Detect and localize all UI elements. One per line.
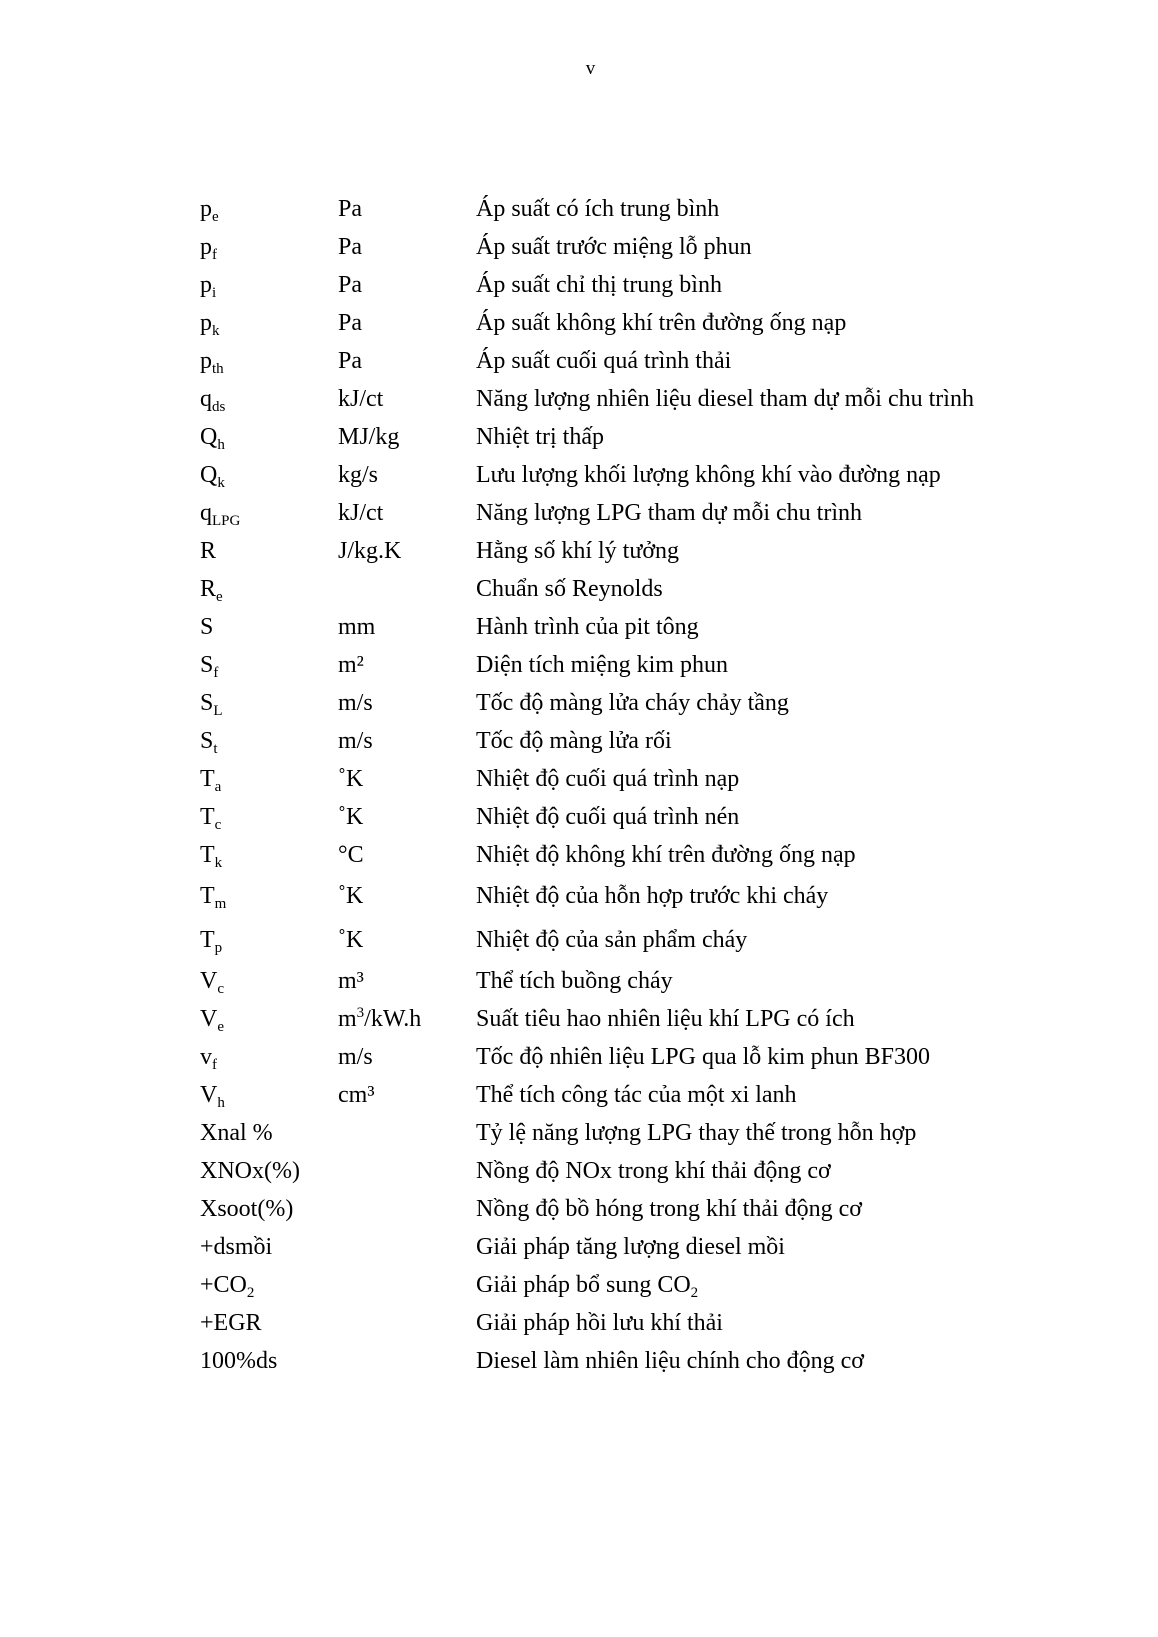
- unit-text: m³: [338, 968, 364, 994]
- symbol-row: [200, 190, 1100, 228]
- symbol-base: q: [200, 500, 212, 526]
- description: [476, 1304, 1100, 1342]
- unit-text: m/s: [338, 1044, 373, 1070]
- description-text: Áp suất có ích trung bình: [476, 196, 720, 222]
- unit: [338, 646, 476, 684]
- symbol-base: +EGR: [200, 1310, 262, 1336]
- description-text: Diesel làm nhiên liệu chính cho động cơ: [476, 1348, 864, 1374]
- unit-text: mm: [338, 614, 376, 640]
- symbol-base: R: [200, 576, 217, 602]
- symbol-subscript: th: [212, 361, 224, 377]
- symbol-base: T: [200, 927, 215, 953]
- symbol-row: [200, 608, 1100, 646]
- symbol-base: q: [200, 386, 212, 412]
- symbol: [200, 1000, 338, 1038]
- symbol-subscript: a: [214, 779, 222, 795]
- symbol-base: p: [200, 310, 212, 336]
- symbol-row: [200, 962, 1100, 1000]
- unit: [338, 760, 476, 798]
- page-number: v: [585, 58, 596, 79]
- symbol-subscript: h: [217, 437, 225, 453]
- description: [476, 266, 1100, 304]
- unit: [338, 494, 476, 532]
- symbol-row: [200, 760, 1100, 798]
- symbol-row: [200, 1304, 1100, 1342]
- symbol: [200, 1266, 338, 1304]
- description: [476, 1190, 1100, 1228]
- symbol-base: S: [200, 690, 214, 716]
- symbol-subscript: 2: [246, 1285, 255, 1301]
- symbol: [200, 494, 338, 532]
- unit-text: kJ/ct: [338, 500, 384, 526]
- symbol: [200, 1190, 338, 1228]
- symbol: [200, 304, 338, 342]
- description: [476, 1000, 1100, 1038]
- symbol-base: S: [200, 614, 214, 640]
- description-text: Tốc độ màng lửa cháy chảy tầng: [476, 690, 789, 716]
- unit-text: Pa: [338, 234, 362, 260]
- symbol-row: [200, 304, 1100, 342]
- description-text: Áp suất chỉ thị trung bình: [476, 272, 722, 298]
- description: [476, 228, 1100, 266]
- description: [476, 570, 1100, 608]
- symbol: [200, 1228, 338, 1266]
- unit: [338, 722, 476, 760]
- unit-text: m/s: [338, 728, 373, 754]
- unit: [338, 608, 476, 646]
- symbol: [200, 418, 338, 456]
- description-text: Nồng độ bồ hóng trong khí thải động cơ: [476, 1196, 862, 1222]
- symbol-base: Q: [200, 424, 218, 450]
- description-text: Năng lượng nhiên liệu diesel tham dự mỗi chu trình: [476, 386, 974, 412]
- symbol-list: [200, 190, 1100, 1380]
- unit-text: °C: [338, 842, 364, 868]
- description-text: Giải pháp tăng lượng diesel mồi: [476, 1234, 785, 1260]
- symbol: [200, 532, 338, 570]
- unit: [338, 874, 476, 918]
- description-text: Tốc độ nhiên liệu LPG qua lỗ kim phun BF300: [476, 1044, 930, 1070]
- symbol-row: [200, 1342, 1100, 1380]
- unit: [338, 228, 476, 266]
- unit: [338, 342, 476, 380]
- symbol: [200, 456, 338, 494]
- symbol-row: [200, 1228, 1100, 1266]
- description-text: Giải pháp hồi lưu khí thải: [476, 1310, 723, 1336]
- description: [476, 646, 1100, 684]
- unit: [338, 1000, 476, 1038]
- description-text: Năng lượng LPG tham dự mỗi chu trình: [476, 500, 863, 526]
- unit-text: MJ/kg: [338, 424, 400, 450]
- symbol-base: Xnal %: [200, 1120, 273, 1146]
- symbol-base: V: [200, 1006, 218, 1032]
- symbol-subscript: h: [217, 1095, 225, 1111]
- symbol-base: R: [200, 538, 217, 564]
- symbol-subscript: p: [214, 940, 223, 956]
- symbol-subscript: i: [212, 285, 217, 301]
- symbol-row: [200, 418, 1100, 456]
- symbol-base: 100%ds: [200, 1348, 278, 1374]
- unit-text: ˚K: [338, 804, 364, 830]
- symbol-base: T: [200, 766, 215, 792]
- unit: [338, 190, 476, 228]
- symbol: [200, 228, 338, 266]
- description: [476, 494, 1100, 532]
- unit-text: ˚K: [338, 766, 364, 792]
- symbol: [200, 836, 338, 874]
- unit: [338, 304, 476, 342]
- unit-text: Pa: [338, 272, 362, 298]
- symbol-row: [200, 684, 1100, 722]
- unit-superscript: 3: [356, 1005, 365, 1021]
- unit-text: kJ/ct: [338, 386, 384, 412]
- symbol: [200, 1152, 338, 1190]
- unit-text: m/s: [338, 690, 373, 716]
- description: [476, 532, 1100, 570]
- symbol-base: p: [200, 196, 212, 222]
- description: [476, 304, 1100, 342]
- description: [476, 798, 1100, 836]
- symbol-row: [200, 532, 1100, 570]
- symbol: [200, 1076, 338, 1114]
- symbol: [200, 798, 338, 836]
- symbol: [200, 760, 338, 798]
- symbol-base: +CO: [200, 1272, 247, 1298]
- description-text: Suất tiêu hao nhiên liệu khí LPG có ích: [476, 1006, 855, 1032]
- description-text: Tỷ lệ năng lượng LPG thay thế trong hỗn hợp: [476, 1120, 917, 1146]
- symbol-row: [200, 836, 1100, 874]
- unit: [338, 836, 476, 874]
- symbol-base: V: [200, 968, 218, 994]
- description-text: Nhiệt độ cuối quá trình nén: [476, 804, 740, 830]
- symbol: [200, 962, 338, 1000]
- symbol-row: [200, 646, 1100, 684]
- symbol-row: [200, 874, 1100, 918]
- description-text: Chuẩn số Reynolds: [476, 576, 663, 602]
- symbol-subscript: t: [213, 741, 218, 757]
- symbol-subscript: e: [217, 1019, 225, 1035]
- symbol: [200, 608, 338, 646]
- symbol-subscript: L: [213, 703, 223, 719]
- symbol: [200, 684, 338, 722]
- symbol: [200, 1038, 338, 1076]
- unit-text: Pa: [338, 310, 362, 336]
- description: [476, 836, 1100, 874]
- symbol-subscript: f: [212, 1057, 217, 1073]
- symbol-row: [200, 722, 1100, 760]
- unit-text: J/kg.K: [338, 538, 402, 564]
- description: [476, 1038, 1100, 1076]
- symbol-subscript: LPG: [212, 513, 241, 529]
- unit: [338, 266, 476, 304]
- symbol-row: [200, 494, 1100, 532]
- description-text: Tốc độ màng lửa rối: [476, 728, 672, 754]
- symbol-base: V: [200, 1082, 218, 1108]
- description-text: Hành trình của pit tông: [476, 614, 699, 640]
- unit-text: ˚K: [338, 927, 364, 953]
- unit: [338, 918, 476, 962]
- unit: [338, 456, 476, 494]
- description: [476, 1076, 1100, 1114]
- description: [476, 1342, 1100, 1380]
- symbol-base: Xsoot(%): [200, 1196, 294, 1222]
- symbol-row: [200, 798, 1100, 836]
- description-text: Thể tích công tác của một xi lanh: [476, 1082, 797, 1108]
- unit-text: kg/s: [338, 462, 379, 488]
- symbol-subscript: c: [217, 981, 225, 997]
- description-text: Nhiệt trị thấp: [476, 424, 604, 450]
- description: [476, 1228, 1100, 1266]
- symbol-base: p: [200, 272, 212, 298]
- symbol: [200, 380, 338, 418]
- symbol: [200, 570, 338, 608]
- symbol: [200, 1114, 338, 1152]
- description-text: Diện tích miệng kim phun: [476, 652, 728, 678]
- symbol-base: p: [200, 234, 212, 260]
- description-text: Nhiệt độ của hỗn hợp trước khi cháy: [476, 883, 829, 909]
- symbol-subscript: c: [214, 817, 222, 833]
- unit: [338, 962, 476, 1000]
- unit-text: m²: [338, 652, 364, 678]
- unit: [338, 1038, 476, 1076]
- description-text: Thể tích buồng cháy: [476, 968, 673, 994]
- description-text: Giải pháp bổ sung CO: [476, 1272, 691, 1298]
- symbol-base: T: [200, 842, 215, 868]
- symbol-row: [200, 570, 1100, 608]
- symbol-base: XNOx(%): [200, 1158, 300, 1184]
- description: [476, 874, 1100, 918]
- description: [476, 918, 1100, 962]
- description: [476, 380, 1100, 418]
- symbol-row: [200, 1190, 1100, 1228]
- description: [476, 190, 1100, 228]
- description-text: Nhiệt độ không khí trên đường ống nạp: [476, 842, 856, 868]
- symbol-subscript: e: [216, 589, 223, 605]
- description-text: Lưu lượng khối lượng không khí vào đường nạp: [476, 462, 941, 488]
- symbol-base: Q: [200, 462, 218, 488]
- symbol-base: S: [200, 652, 214, 678]
- symbol-row: [200, 1266, 1100, 1304]
- unit: [338, 532, 476, 570]
- description: [476, 1266, 1100, 1304]
- description-subscript: 2: [690, 1285, 699, 1301]
- symbol: [200, 1304, 338, 1342]
- symbol-base: T: [200, 804, 215, 830]
- symbol-subscript: k: [217, 475, 225, 491]
- symbol: [200, 342, 338, 380]
- description: [476, 342, 1100, 380]
- symbol-row: [200, 342, 1100, 380]
- symbol-subscript: k: [212, 323, 220, 339]
- symbol: [200, 190, 338, 228]
- description-text: Nhiệt độ cuối quá trình nạp: [476, 766, 740, 792]
- unit: [338, 380, 476, 418]
- description: [476, 1152, 1100, 1190]
- symbol-row: [200, 1114, 1100, 1152]
- symbol-row: [200, 380, 1100, 418]
- unit-text: Pa: [338, 348, 362, 374]
- symbol-row: [200, 266, 1100, 304]
- description-text: Áp suất không khí trên đường ống nạp: [476, 310, 847, 336]
- unit-rest: /kW.h: [364, 1006, 422, 1032]
- symbol-subscript: k: [214, 855, 223, 871]
- description: [476, 962, 1100, 1000]
- description-text: Áp suất trước miệng lỗ phun: [476, 234, 752, 260]
- symbol-base: +dsmồi: [200, 1234, 273, 1260]
- description: [476, 456, 1100, 494]
- symbol: [200, 918, 338, 962]
- symbol-row: [200, 456, 1100, 494]
- symbol-subscript: f: [213, 665, 219, 681]
- symbol-base: S: [200, 728, 214, 754]
- description-text: Nhiệt độ của sản phẩm cháy: [476, 927, 748, 953]
- unit-base: m: [338, 1006, 357, 1032]
- unit: [338, 1076, 476, 1114]
- symbol-subscript: m: [214, 896, 227, 912]
- symbol: [200, 874, 338, 918]
- unit: [338, 418, 476, 456]
- description: [476, 760, 1100, 798]
- symbol: [200, 266, 338, 304]
- symbol-subscript: f: [212, 247, 217, 263]
- symbol-row: [200, 1152, 1100, 1190]
- symbol-subscript: ds: [212, 399, 226, 415]
- description: [476, 1114, 1100, 1152]
- unit-text: Pa: [338, 196, 362, 222]
- symbol-row: [200, 1038, 1100, 1076]
- symbol-base: p: [200, 348, 212, 374]
- description: [476, 684, 1100, 722]
- unit: [338, 798, 476, 836]
- unit: [338, 684, 476, 722]
- description-text: Hằng số khí lý tưởng: [476, 538, 680, 564]
- symbol: [200, 722, 338, 760]
- description-text: Nồng độ NOx trong khí thải động cơ: [476, 1158, 831, 1184]
- description: [476, 418, 1100, 456]
- description-text: Áp suất cuối quá trình thải: [476, 348, 732, 374]
- symbol-row: [200, 228, 1100, 266]
- symbol-row: [200, 1000, 1100, 1038]
- symbol-base: T: [200, 883, 215, 909]
- symbol: [200, 646, 338, 684]
- symbol: [200, 1342, 338, 1380]
- description: [476, 722, 1100, 760]
- unit-text: ˚K: [338, 883, 364, 909]
- symbol-subscript: e: [212, 209, 219, 225]
- symbol-base: v: [200, 1044, 212, 1070]
- unit-text: cm³: [338, 1082, 375, 1108]
- symbol-row: [200, 918, 1100, 962]
- description: [476, 608, 1100, 646]
- symbol-row: [200, 1076, 1100, 1114]
